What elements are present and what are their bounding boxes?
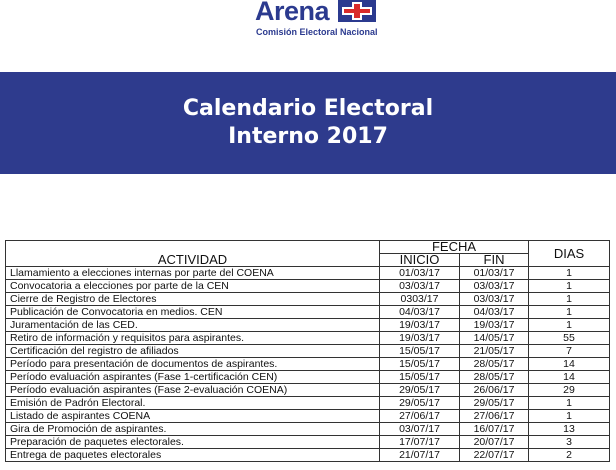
cell-actividad: Período evaluación aspirantes (Fase 1-certificación CEN) bbox=[6, 371, 380, 384]
electoral-calendar-table bbox=[5, 240, 610, 462]
table-row bbox=[6, 280, 610, 293]
table-row bbox=[6, 423, 610, 436]
table-row bbox=[6, 358, 610, 371]
cell-dias: 13 bbox=[529, 423, 610, 436]
table-row bbox=[6, 371, 610, 384]
banner-title-line1: Calendario Electoral bbox=[182, 96, 434, 121]
cell-dias: 1 bbox=[529, 293, 610, 306]
header-fecha: FECHA bbox=[380, 241, 529, 254]
cross-flag-icon bbox=[338, 0, 376, 22]
cell-fin: 16/07/17 bbox=[460, 423, 529, 436]
cell-actividad: Preparación de paquetes electorales. bbox=[6, 436, 380, 449]
cell-inicio: 29/05/17 bbox=[380, 384, 460, 397]
banner-title-line2: Interno 2017 bbox=[228, 124, 388, 149]
cell-actividad: Gira de Promoción de aspirantes. bbox=[6, 423, 380, 436]
cell-dias: 14 bbox=[529, 371, 610, 384]
cell-actividad: Período evaluación aspirantes (Fase 2-evaluación COENA) bbox=[6, 384, 380, 397]
cell-inicio: 03/07/17 bbox=[380, 423, 460, 436]
cell-dias: 7 bbox=[529, 345, 610, 358]
cell-fin: 27/06/17 bbox=[460, 410, 529, 423]
header-inicio: INICIO bbox=[380, 254, 460, 267]
header-actividad: ACTIVIDAD bbox=[6, 241, 380, 267]
cell-actividad: Período para presentación de documentos de aspirantes. bbox=[6, 358, 380, 371]
cell-fin: 28/05/17 bbox=[460, 371, 529, 384]
table-row bbox=[6, 410, 610, 423]
cell-inicio: 15/05/17 bbox=[380, 358, 460, 371]
cell-actividad: Llamamiento a elecciones internas por parte del COENA bbox=[6, 267, 380, 280]
cell-fin: 19/03/17 bbox=[460, 319, 529, 332]
cell-actividad: Certificación del registro de afiliados bbox=[6, 345, 380, 358]
cell-inicio: 17/07/17 bbox=[380, 436, 460, 449]
cell-fin: 21/05/17 bbox=[460, 345, 529, 358]
table-row bbox=[6, 436, 610, 449]
table-row bbox=[6, 293, 610, 306]
table-row bbox=[6, 319, 610, 332]
table-row bbox=[6, 345, 610, 358]
logo-subtitle: Comisión Electoral Nacional bbox=[256, 27, 378, 37]
cell-fin: 14/05/17 bbox=[460, 332, 529, 345]
cell-inicio: 15/05/17 bbox=[380, 371, 460, 384]
cell-dias: 1 bbox=[529, 267, 610, 280]
cell-dias: 55 bbox=[529, 332, 610, 345]
cell-dias: 2 bbox=[529, 449, 610, 462]
table-row bbox=[6, 306, 610, 319]
cell-actividad: Juramentación de las CED. bbox=[6, 319, 380, 332]
cell-fin: 20/07/17 bbox=[460, 436, 529, 449]
cell-fin: 22/07/17 bbox=[460, 449, 529, 462]
cell-fin: 04/03/17 bbox=[460, 306, 529, 319]
header-dias: DIAS bbox=[529, 241, 610, 267]
cell-fin: 01/03/17 bbox=[460, 267, 529, 280]
cell-dias: 1 bbox=[529, 280, 610, 293]
cell-actividad: Listado de aspirantes COENA bbox=[6, 410, 380, 423]
cell-dias: 29 bbox=[529, 384, 610, 397]
cell-actividad: Entrega de paquetes electorales bbox=[6, 449, 380, 462]
header-fin: FIN bbox=[460, 254, 529, 267]
cell-fin: 03/03/17 bbox=[460, 280, 529, 293]
cell-inicio: 27/06/17 bbox=[380, 410, 460, 423]
cell-inicio: 0303/17 bbox=[380, 293, 460, 306]
cell-inicio: 03/03/17 bbox=[380, 280, 460, 293]
cell-fin: 28/05/17 bbox=[460, 358, 529, 371]
cell-inicio: 19/03/17 bbox=[380, 319, 460, 332]
cell-dias: 14 bbox=[529, 358, 610, 371]
cell-actividad: Convocatoria a elecciones por parte de la CEN bbox=[6, 280, 380, 293]
cell-dias: 1 bbox=[529, 306, 610, 319]
table-row bbox=[6, 397, 610, 410]
cell-inicio: 29/05/17 bbox=[380, 397, 460, 410]
cell-inicio: 01/03/17 bbox=[380, 267, 460, 280]
table-row bbox=[6, 332, 610, 345]
cell-dias: 3 bbox=[529, 436, 610, 449]
cell-fin: 03/03/17 bbox=[460, 293, 529, 306]
cell-fin: 29/05/17 bbox=[460, 397, 529, 410]
arena-logo bbox=[250, 0, 390, 40]
cell-inicio: 19/03/17 bbox=[380, 332, 460, 345]
cell-dias: 1 bbox=[529, 397, 610, 410]
table-row bbox=[6, 449, 610, 462]
table-row bbox=[6, 267, 610, 280]
cell-actividad: Cierre de Registro de Electores bbox=[6, 293, 380, 306]
cell-dias: 1 bbox=[529, 410, 610, 423]
title-banner bbox=[0, 72, 616, 174]
table-row bbox=[6, 384, 610, 397]
cell-inicio: 15/05/17 bbox=[380, 345, 460, 358]
cell-actividad: Emisión de Padrón Electoral. bbox=[6, 397, 380, 410]
cell-dias: 1 bbox=[529, 319, 610, 332]
cell-actividad: Publicación de Convocatoria en medios. CEN bbox=[6, 306, 380, 319]
cell-inicio: 04/03/17 bbox=[380, 306, 460, 319]
cell-fin: 26/06/17 bbox=[460, 384, 529, 397]
cell-actividad: Retiro de información y requisitos para aspirantes. bbox=[6, 332, 380, 345]
logo-wordmark: Arena bbox=[255, 0, 330, 26]
cell-inicio: 21/07/17 bbox=[380, 449, 460, 462]
